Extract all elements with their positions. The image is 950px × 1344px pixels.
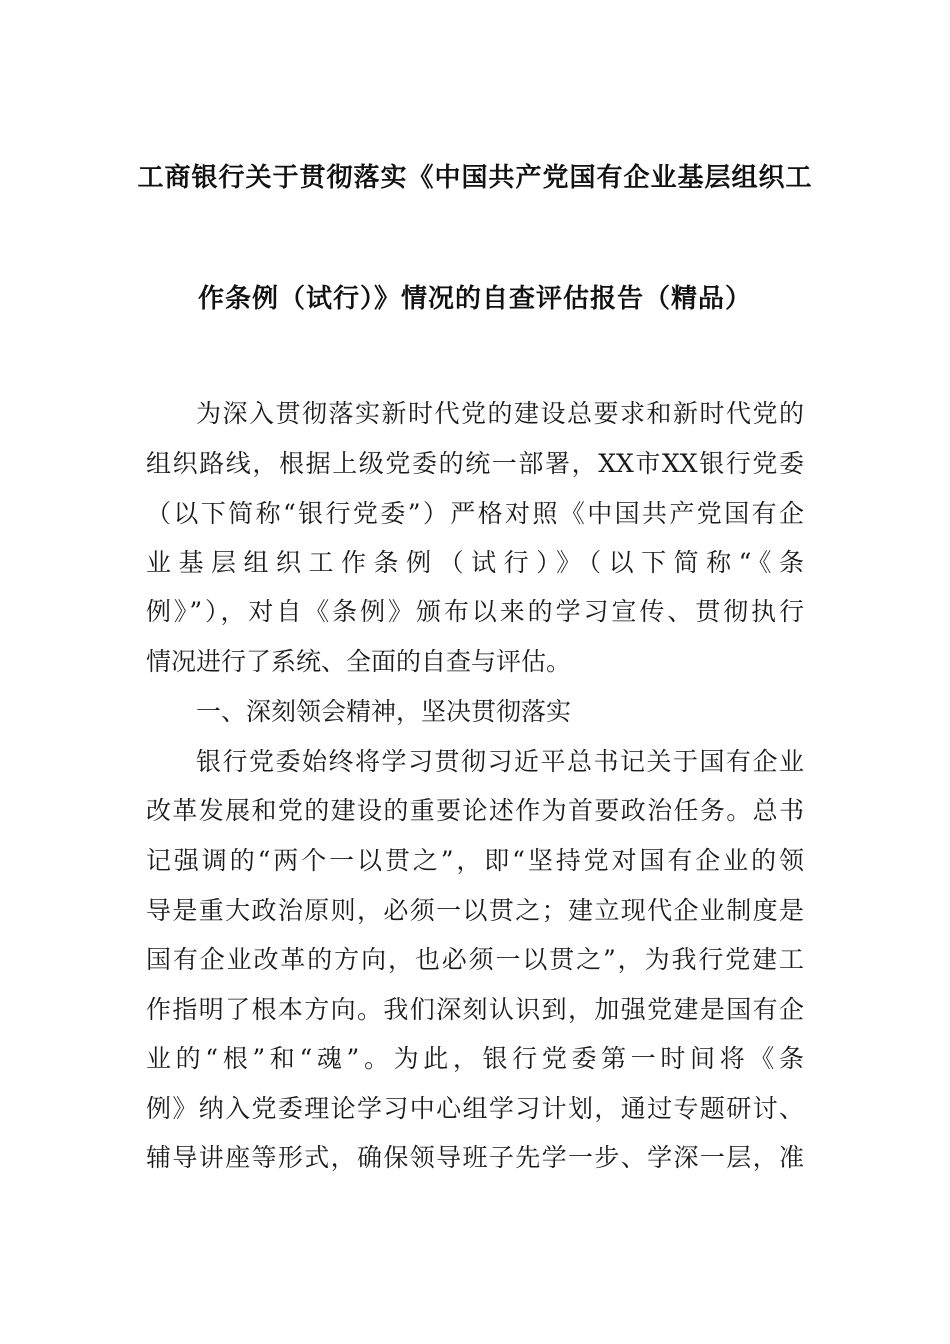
- paragraph-1-line-5: 例》”），对自《条例》颁布以来的学习宣传、贯彻执行: [146, 597, 804, 626]
- document-title-line-1: 工商银行关于贯彻落实《中国共产党国有企业基层组织工: [137, 163, 813, 193]
- paragraph-2-line-3: 记强调的“两个一以贯之”，即“坚持党对国有企业的领: [146, 846, 804, 875]
- document-title-line-2: 作条例（试行）》情况的自查评估报告（精品）: [197, 284, 752, 314]
- paragraph-2-line-5: 国有企业改革的方向，也必须一以贯之”，为我行党建工: [146, 945, 804, 974]
- paragraph-1-line-2: 组织路线，根据上级党委的统一部署，XX市XX银行党委: [146, 449, 804, 478]
- paragraph-1-line-4: 业基层组织工作条例（试行）》（以下简称“《条: [146, 548, 804, 577]
- paragraph-2-line-8: 例》纳入党委理论学习中心组学习计划，通过专题研讨、: [146, 1094, 804, 1123]
- paragraph-1-line-1: 为深入贯彻落实新时代党的建设总要求和新时代党的: [196, 399, 804, 428]
- paragraph-2-line-9: 辅导讲座等形式，确保领导班子先学一步、学深一层，准: [146, 1143, 804, 1172]
- paragraph-2-line-4: 导是重大政治原则，必须一以贯之；建立现代企业制度是: [146, 896, 804, 925]
- paragraph-2-line-2: 改革发展和党的建设的重要论述作为首要政治任务。总书: [146, 796, 804, 825]
- paragraph-1-line-6: 情况进行了系统、全面的自查与评估。: [146, 647, 572, 676]
- paragraph-2-line-1: 银行党委始终将学习贯彻习近平总书记关于国有企业: [196, 747, 804, 776]
- paragraph-1-line-3: （以下简称“银行党委”）严格对照《中国共产党国有企: [146, 499, 804, 528]
- section-heading-1: 一、深刻领会精神，坚决贯彻落实: [196, 697, 572, 726]
- paragraph-2-line-7: 业的“根”和“魂”。为此，银行党委第一时间将《条: [146, 1044, 804, 1073]
- paragraph-2-line-6: 作指明了根本方向。我们深刻认识到，加强党建是国有企: [146, 995, 804, 1024]
